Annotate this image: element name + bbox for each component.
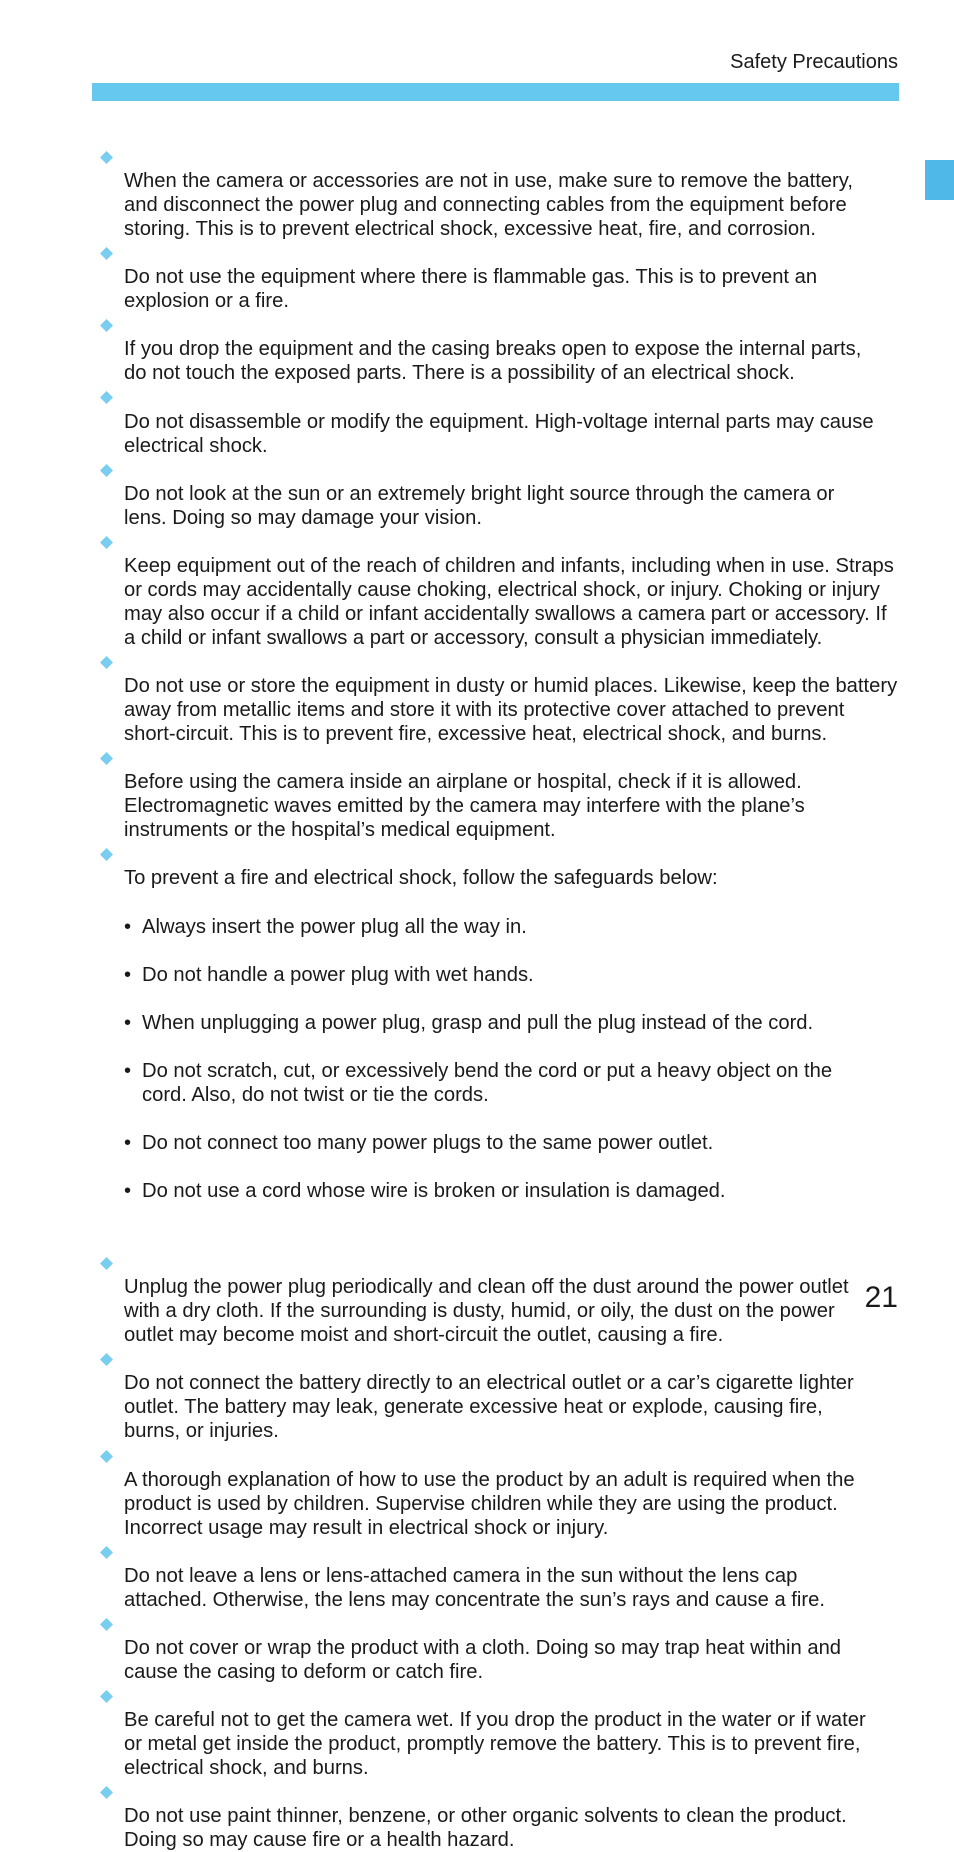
sub-bullet: • [124, 1131, 132, 1154]
bullet-icon [100, 536, 113, 549]
bullet-icon [100, 247, 113, 260]
sub-bullet: • [124, 1011, 132, 1034]
list-item-text: Be careful not to get the camera wet. If you drop the product in the water or if water or metal get inside the product, promptly remove the battery. This is to prevent fire, electrical shock, and burns. [124, 1709, 866, 1780]
list-item-text: Do not use paint thinner, benzene, or other organic solvents to clean the product. Doing so may cause fire or a health hazard. [124, 1805, 847, 1852]
list-item-text: Unplug the power plug periodically and clean off the dust around the power outlet with a dry cloth. If the surrounding is dusty, humid, or oily, the dust on the power outlet may become moist and short-circuit the outlet, causing a fire. [124, 1276, 849, 1347]
list-item [100, 458, 900, 530]
sub-list-item-text: Do not use a cord whose wire is broken or insulation is damaged. [142, 1180, 726, 1203]
bullet-icon [100, 656, 113, 669]
sub-list-item [124, 1179, 900, 1203]
list-item [100, 1444, 900, 1540]
sub-list-item-text: Do not scratch, cut, or excessively bend the cord or put a heavy object on the cord. Also, do not twist or tie the cords. [142, 1059, 833, 1106]
list-item [100, 241, 900, 313]
list-item-text: Do not use the equipment where there is flammable gas. This is to prevent an explosion or a fire. [124, 266, 818, 313]
safeguards-sublist [124, 890, 900, 1227]
sub-list-item [124, 1059, 900, 1107]
bullet-icon [100, 464, 113, 477]
sub-list-item [124, 1011, 900, 1035]
sub-bullet: • [124, 963, 132, 986]
sub-list-item-text: Always insert the power plug all the way in. [142, 915, 527, 938]
bullet-icon [100, 1450, 113, 1463]
bullet-icon [100, 319, 113, 332]
sub-list-item [124, 1131, 900, 1155]
sub-bullet: • [124, 1059, 132, 1082]
list-item [100, 746, 900, 842]
sub-list-item-text: When unplugging a power plug, grasp and pull the plug instead of the cord. [142, 1011, 814, 1034]
page-number: 21 [864, 1281, 898, 1314]
list-item [100, 1251, 900, 1347]
list-item [100, 313, 900, 385]
section-header-bar [92, 83, 899, 101]
list-item [100, 1347, 900, 1443]
list-item [100, 385, 900, 457]
bullet-icon [100, 1690, 113, 1703]
list-item-text: To prevent a fire and electrical shock, follow the safeguards below: [124, 867, 718, 890]
list-item [100, 1540, 900, 1612]
sub-bullet: • [124, 1180, 132, 1203]
list-item-text: Keep equipment out of the reach of children and infants, including when in use. Straps or cords may accidentally cause choking, electrical shock, or injury. Choking or injury may also occur if a child or infant accidentally swallows a camera part or accessory. If a child or infant swallows a part or accessory, consult a physician immediately. [124, 554, 894, 649]
list-item [100, 1684, 900, 1780]
list-item-text: Do not leave a lens or lens-attached camera in the sun without the lens cap attached. Otherwise, the lens may concentrate the sun’s rays and cause a fire. [124, 1564, 825, 1611]
bullet-icon [100, 848, 113, 861]
list-item [100, 1612, 900, 1684]
sub-list-item-text: Do not handle a power plug with wet hands. [142, 963, 534, 986]
list-item-text: Before using the camera inside an airplane or hospital, check if it is allowed. Electromagnetic waves emitted by the camera may interfere with the plane’s instruments or the hospital’s medical equipment. [124, 771, 805, 842]
bullet-icon [100, 391, 113, 404]
list-item [100, 650, 900, 746]
list-item-text: Do not disassemble or modify the equipment. High-voltage internal parts may cause electrical shock. [124, 410, 874, 457]
list-item-text: Do not look at the sun or an extremely bright light source through the camera or lens. Doing so may damage your vision. [124, 482, 835, 529]
list-item [100, 145, 900, 241]
list-item-text: Do not cover or wrap the product with a cloth. Doing so may trap heat within and cause the casing to deform or catch fire. [124, 1636, 842, 1683]
sub-list-item [124, 915, 900, 939]
safety-precautions-list [100, 145, 900, 1852]
list-item [100, 842, 900, 1251]
list-item-text: Do not connect the battery directly to an electrical outlet or a car’s cigarette lighter outlet. The battery may leak, generate excessive heat or explode, causing fire, burns, or injuries. [124, 1372, 854, 1443]
bullet-icon [100, 1353, 113, 1366]
list-item [100, 1780, 900, 1852]
bullet-icon [100, 752, 113, 765]
bullet-icon [100, 1618, 113, 1631]
sub-bullet: • [124, 915, 132, 938]
bullet-icon [100, 1786, 113, 1799]
list-item-text: Do not use or store the equipment in dusty or humid places. Likewise, keep the battery away from metallic items and store it with its protective cover attached to prevent short-circuit. This is to prevent fire, excessive heat, electrical shock, and burns. [124, 675, 898, 746]
sub-list-item [124, 963, 900, 987]
sub-list-item-text: Do not connect too many power plugs to the same power outlet. [142, 1131, 714, 1154]
list-item-text: When the camera or accessories are not in use, make sure to remove the battery, and disconnect the power plug and connecting cables from the equipment before storing. This is to prevent electrical shock, excessive heat, fire, and corrosion. [124, 170, 853, 241]
list-item-text: A thorough explanation of how to use the product by an adult is required when the product is used by children. Supervise children while they are using the product. Incorrect usage may result in electrical shock or injury. [124, 1468, 855, 1539]
bullet-icon [100, 1257, 113, 1270]
section-title: Safety Precautions [730, 51, 898, 73]
list-item [100, 530, 900, 650]
bullet-icon [100, 1546, 113, 1559]
list-item-text: If you drop the equipment and the casing breaks open to expose the internal parts, do not touch the exposed parts. There is a possibility of an electrical shock. [124, 338, 862, 385]
bullet-icon [100, 151, 113, 164]
chapter-tab-marker [925, 160, 954, 200]
